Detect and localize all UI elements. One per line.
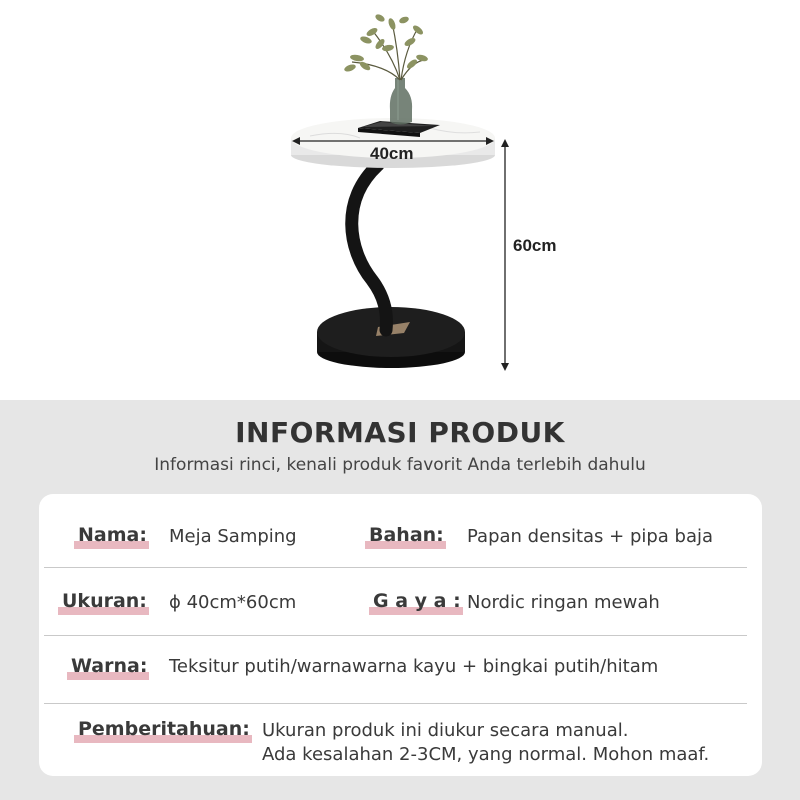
spec-key-gaya: G a y a : — [373, 590, 461, 612]
spec-key-bahan: Bahan: — [369, 524, 444, 546]
height-label: 60cm — [513, 236, 557, 255]
spec-value-gaya: Nordic ringan mewah — [467, 592, 660, 613]
spec-value-ukuran: ϕ 40cm*60cm — [169, 592, 297, 613]
divider — [44, 635, 747, 636]
vase — [390, 78, 412, 125]
info-title: INFORMASI PRODUK — [235, 416, 565, 449]
spec-key-nama: Nama: — [78, 524, 147, 546]
info-subtitle: Informasi rinci, kenali produk favorit Anda terlebih dahulu — [154, 455, 646, 475]
spec-key-warna: Warna: — [71, 655, 147, 677]
table-stem — [352, 165, 387, 330]
spec-key-ukuran: Ukuran: — [62, 590, 147, 612]
width-label: 40cm — [370, 144, 414, 163]
divider — [44, 703, 747, 704]
spec-value-pemberitahuan-line2: Ada kesalahan 2-3CM, yang normal. Mohon maaf. — [262, 744, 710, 765]
divider — [44, 567, 747, 568]
spec-value-bahan: Papan densitas + pipa baja — [467, 526, 714, 547]
leaves — [343, 13, 428, 73]
spec-value-pemberitahuan-line1: Ukuran produk ini diukur secara manual. — [262, 720, 629, 741]
spec-value-nama: Meja Samping — [169, 526, 297, 547]
height-dimension-line — [501, 139, 509, 371]
spec-key-pemberitahuan: Pemberitahuan: — [78, 718, 250, 740]
spec-value-warna: Teksitur putih/warnawarna kayu + bingkai putih/hitam — [169, 656, 659, 677]
